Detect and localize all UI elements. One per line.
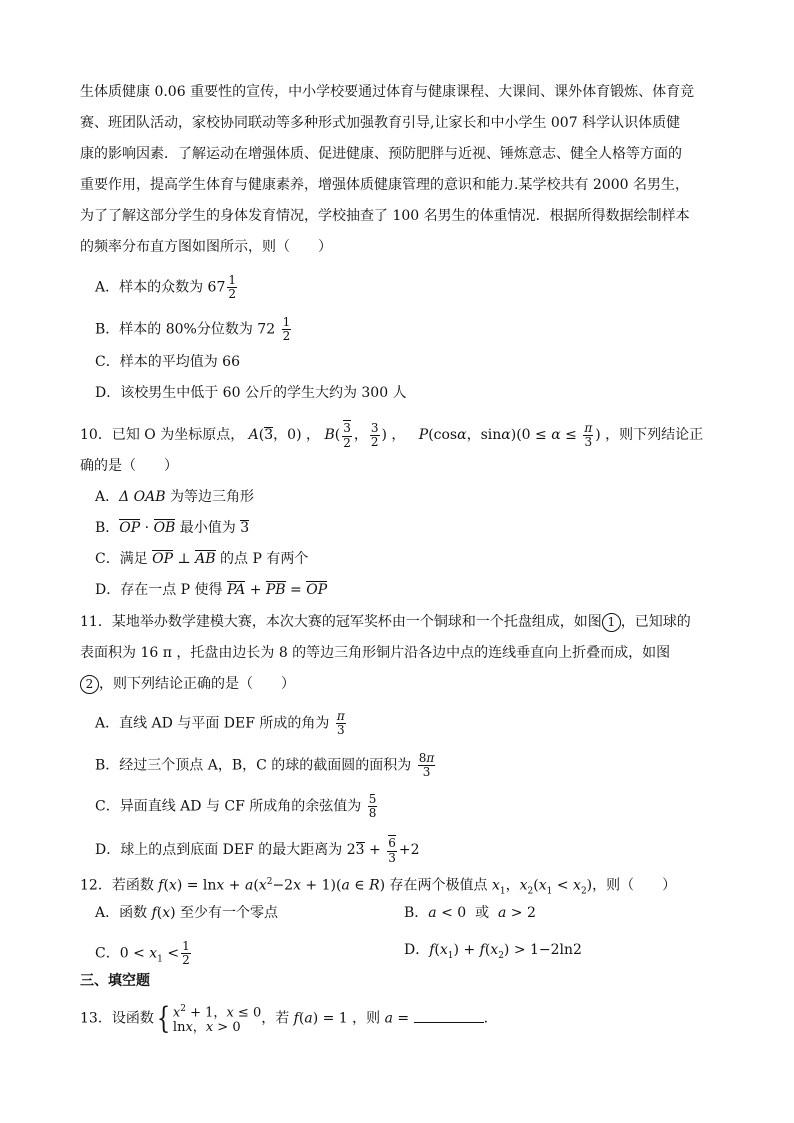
q10-stem-line-2: 确的是（ ） [80, 458, 178, 474]
answer-blank[interactable] [414, 1008, 484, 1023]
q10-option-b: B．OP · OB 最小值为 3 [95, 520, 250, 536]
q9-option-c: C．样本的平均值为 66 [95, 354, 240, 370]
q11-option-b: B．经过三个顶点 A，B，C 的球的截面圆的面积为 $\frac{8\pi}{3}$ [95, 751, 435, 779]
q9-option-b: B．样本的 80%分位数为 72 $\frac{1}{2}$ [95, 315, 291, 343]
q12-option-d: D．$f(x_1) + f(x_2) > 1-2\ln 2$ [404, 942, 582, 961]
q12-stem: 12．若函数 $f(x) = \ln x + a(x^2-2x + 1)(a$ ∈ R) 存在两个极值点 $x_1$，$x_2(x_1 < x_2)$，则（ ） [80, 877, 677, 897]
intro-line-2: 赛、班团队活动，家校协同联动等多种形式加强教育引导,让家长和中小学生 007 科学认识体质健 [80, 115, 681, 131]
q10-stem-line-1: 10．已知 O 为坐标原点， A(3，0) ， B( $\frac{3}{2}$ ， $\frac{3}{2}$ ) ， P(cosα，sinα)(0 ≤ α ≤ $\frac{\pi}{3}$ ) ，则下列结论正 [80, 420, 704, 450]
intro-line-5: 为了了解这部分学生的身体发育情况，学校抽查了 100 名男生的体重情况．根据所得数据绘制样本 [80, 208, 690, 224]
q12-option-b: B．a < 0 或 a > 2 [404, 905, 536, 921]
q11-option-a: A．直线 AD 与平面 DEF 所成的角为 $\frac{\pi}{3}$ [95, 709, 345, 737]
fraction-one-half: $\frac{1}{2}$ [228, 273, 237, 301]
q12-option-a: A．函数 f(x) 至少有一个零点 [95, 905, 279, 921]
q13-stem: 13．设函数{ $x^2 + 1$，x ≤ 0 lnx，x > 0，若 f(a) = 1 ，则 a = . [80, 1000, 489, 1036]
fraction-one-half: $\frac{1}{2}$ [282, 315, 291, 343]
q12-option-c: C．$0 < x_1$ < $\frac{1}{2}$ [95, 939, 190, 967]
q9-option-d: D．该校男生中低于 60 公斤的学生大约为 300 人 [95, 385, 407, 401]
q10-option-d: D．存在一点 P 使得 PA + PB = OP [95, 582, 328, 598]
figure-1-circle: 1 [602, 613, 621, 632]
intro-line-6: 的频率分布直方图如图所示，则（ ） [80, 239, 332, 255]
q10-option-c: C．满足 OP ⊥ AB 的点 P 有两个 [95, 551, 309, 567]
q11-option-d: D．球上的点到底面 DEF 的最大距离为 23 + $\frac{6}{3}$ +2 [95, 836, 420, 865]
section-title: 三、填空题 [80, 973, 150, 989]
intro-line-4: 重要作用，提高学生体育与健康素养，增强体质健康管理的意识和能力.某学校共有 2000 名男生， [80, 177, 689, 193]
figure-2-circle: 2 [80, 675, 99, 694]
point-p-formula: P [418, 427, 429, 443]
q11-stem-line-2: 表面积为 16 π ，托盘由边长为 8 的等边三角形铜片沿各边中点的连线垂直向上折叠而成，如图 [80, 645, 671, 661]
point-b-formula: B [324, 427, 335, 443]
q11-option-c: C．异面直线 AD 与 CF 所成角的余弦值为 $\frac{5}{8}$ [95, 792, 377, 820]
intro-line-1: 生体质健康 0.06 重要性的宣传，中小学校要通过体育与健康课程、大课间、课外体育锻炼、体育竞 [80, 84, 695, 100]
point-a-formula: A [248, 427, 259, 443]
q10-option-a: A．Δ OAB 为等边三角形 [95, 489, 255, 505]
intro-line-3: 康的影响因素．了解运动在增强体质、促进健康、预防肥胖与近视、锤炼意志、健全人格等方面的 [80, 146, 682, 162]
q9-option-a: A．样本的众数为 67 $\frac{1}{2}$ [95, 273, 237, 301]
q11-stem-line-3: 2 ，则下列结论正确的是（ ） [80, 674, 295, 694]
q11-stem-line-1: 11．某地举办数学建模大赛，本次大赛的冠军奖杯由一个铜球和一个托盘组成，如图 1 ，已知球的 [80, 614, 691, 630]
